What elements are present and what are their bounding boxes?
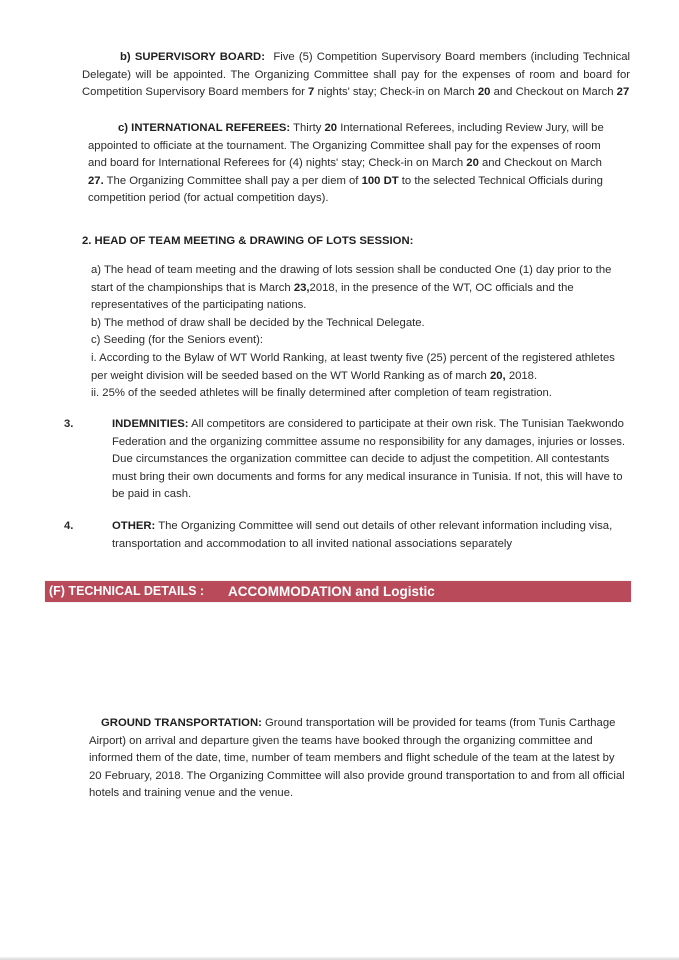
- checkout-day: 27: [616, 86, 630, 99]
- referees-text-1: Thirty: [293, 122, 322, 134]
- referees-text-4: The Organizing Committee shall pay a per diem of: [106, 174, 359, 187]
- section-indemnities: [64, 416, 633, 504]
- ground-transportation-label: GROUND TRANSPORTATION:: [101, 717, 262, 729]
- section-2-body: [88, 262, 628, 403]
- supervisory-board-text-1: Five (5) Competition Supervisory Board members (including Technical Delegate) will be appointed. The Organizing Committee shall pay for the expenses of room and board for: [82, 51, 631, 81]
- item-a-paragraph: [88, 262, 628, 315]
- section-supervisory-board: [82, 49, 630, 102]
- section-2-heading-text: 2. HEAD OF TEAM MEETING & DRAWING OF LOTS SESSION:: [82, 235, 414, 247]
- section-2-heading: [82, 233, 642, 251]
- item-b-paragraph: [88, 315, 628, 333]
- supervisory-board-paragraph: [82, 49, 630, 102]
- other-paragraph: [64, 518, 633, 553]
- ground-transportation-text: Ground transportation will be provided for teams (from Tunis Carthage Airport) on arrival and departure given the teams have booked through the organizing committee and informed them of the date, time, number of team members and flight schedule of the team at the latest by 20 February, 2018. The Organizing Committee will also provide ground transportation to and from all official hotels and training venue and the venue.: [89, 717, 625, 800]
- ground-transportation-paragraph: [89, 715, 629, 803]
- supervisory-board-text-4: and Checkout on March: [493, 86, 614, 99]
- referees-text-5: to the selected Technical Officials during competition period (for actual competition days).: [88, 174, 603, 205]
- item-i-text-2: 2018.: [508, 369, 538, 382]
- supervisory-board-label: b) SUPERVISORY BOARD:: [120, 51, 265, 63]
- referees-count: 20: [324, 122, 338, 134]
- item-a-text-2: 2018, in the presence of the WT, OC officials and the representatives of the participating nations.: [91, 281, 574, 312]
- other-text: The Organizing Committee will send out details of other relevant information including visa, transportation and accommodation to all invited national associations separately: [112, 520, 613, 550]
- item-ii-paragraph: [88, 385, 628, 403]
- international-referees-paragraph: [88, 120, 608, 208]
- per-diem-value: 100 DT: [361, 174, 399, 187]
- technical-details-banner: [45, 581, 631, 602]
- nights-value: 7: [308, 86, 315, 99]
- supervisory-board-text-2: Competition Supervisory Board members for: [82, 86, 305, 99]
- banner-right-title: ACCOMMODATION and Logistic: [228, 584, 435, 599]
- referees-checkin-day: 20: [466, 157, 479, 170]
- supervisory-board-text-3: nights' stay; Check-in on March: [317, 86, 475, 99]
- section-3-number: 3.: [64, 418, 74, 430]
- meeting-date: 23,: [293, 281, 310, 294]
- section-ground-transportation: [89, 715, 629, 803]
- item-ii-text: ii. 25% of the seeded athletes will be finally determined after completion of team registration.: [91, 387, 552, 400]
- international-referees-label: c) INTERNATIONAL REFEREES:: [118, 122, 291, 134]
- section-4-number: 4.: [64, 520, 74, 532]
- section-other: [64, 518, 633, 553]
- indemnities-text: All competitors are considered to participate at their own risk. The Tunisian Taekwondo Federation and the organizing committee assume no responsibility for any damages, injuries or losses. Due circumstances the organization committee can decide to adjust the competition. All contestants must bring their own documents and forms for any medical insurance in Tunisia. If not, this will have to be paid in cash.: [112, 418, 626, 501]
- item-c-paragraph: [88, 332, 628, 350]
- referees-text-2: International Referees, including Review Jury, will be appointed to officiate at the tournament. The Organizing Committee shall pay for the expenses of room and board for International Referees for (4) nights' stay; Check-in on March: [88, 122, 604, 170]
- banner-left-title: (F) TECHNICAL DETAILS :: [49, 584, 205, 598]
- checkin-day: 20: [477, 86, 491, 99]
- item-a-text-1: a) The head of team meeting and the drawing of lots session shall be conducted One (1) day prior to the start of the championships that is March: [91, 264, 612, 294]
- referees-checkout-day: 27.: [88, 174, 104, 187]
- indemnities-paragraph: [64, 416, 633, 504]
- item-i-paragraph: [88, 350, 628, 385]
- item-b-text: b) The method of draw shall be decided by the Technical Delegate.: [91, 316, 425, 329]
- section-head-of-team-meeting: [82, 233, 642, 251]
- section-international-referees: [88, 120, 608, 208]
- item-i-text-1: i. According to the Bylaw of WT World Ranking, at least twenty five (25) percent of the registered athletes per weight division will be seeded based on the WT World Ranking as of march: [91, 351, 615, 382]
- item-c-text: c) Seeding (for the Seniors event):: [91, 334, 264, 347]
- other-label: OTHER:: [112, 520, 156, 532]
- indemnities-label: INDEMNITIES:: [112, 418, 189, 430]
- referees-text-3: and Checkout on March: [482, 157, 602, 170]
- ranking-date: 20,: [489, 369, 506, 382]
